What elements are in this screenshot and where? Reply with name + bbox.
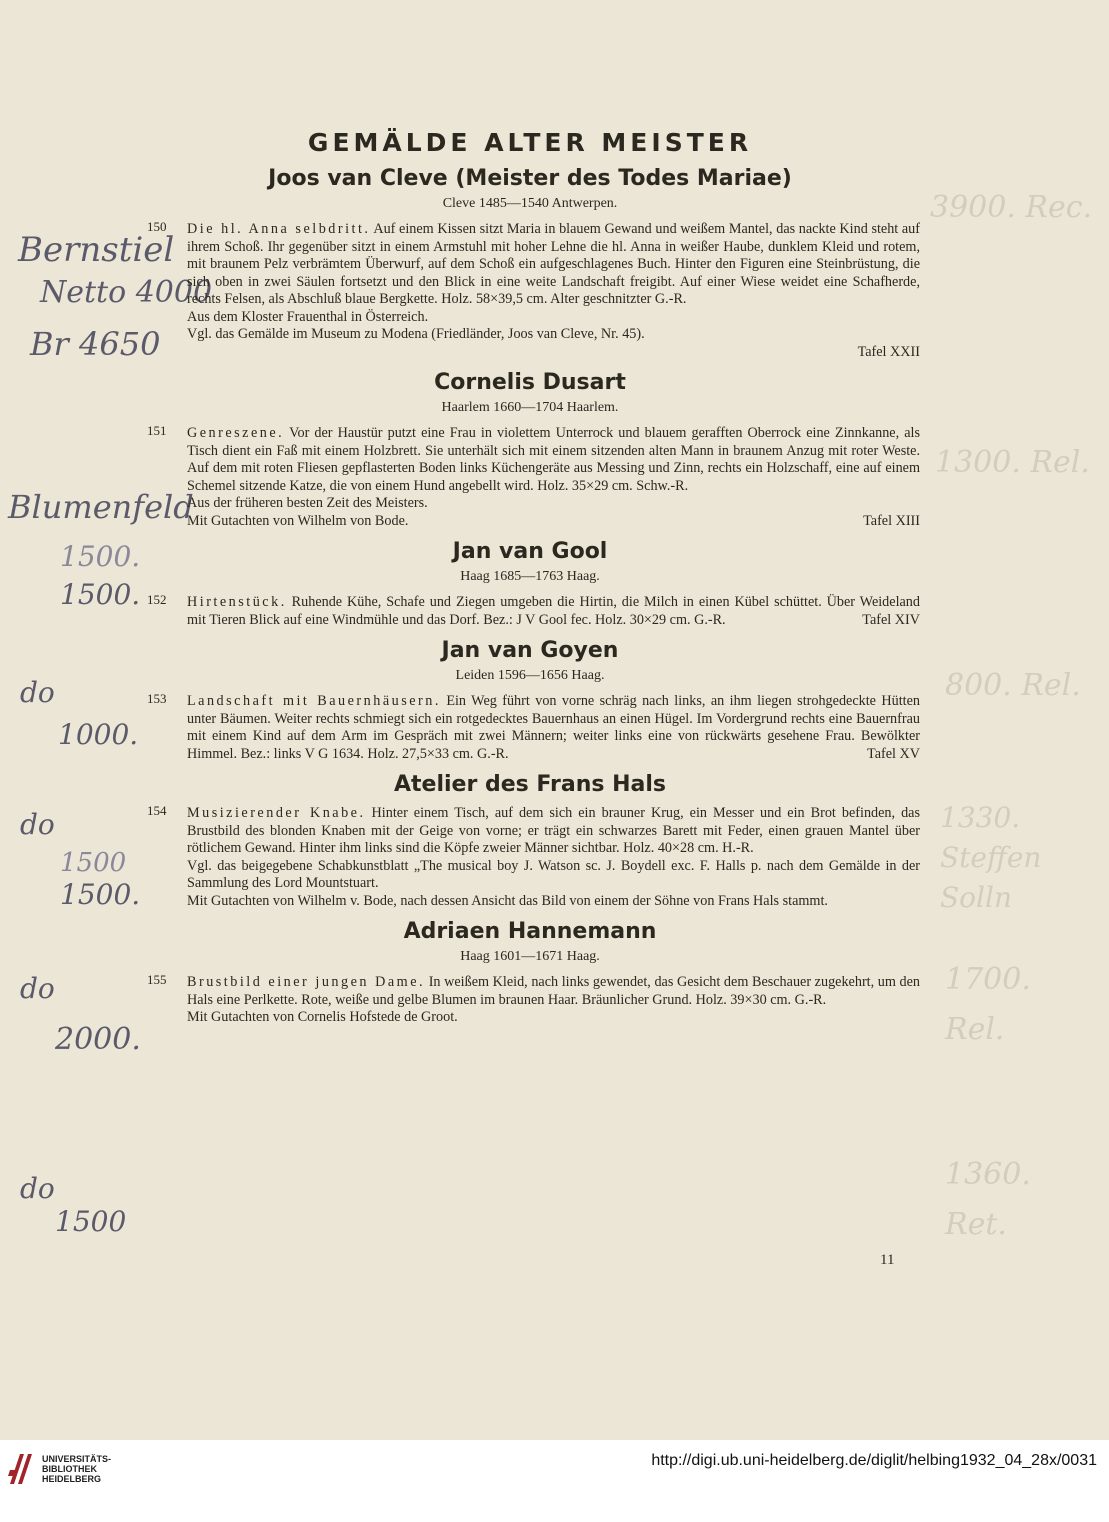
library-logo-icon	[8, 1452, 34, 1486]
lot-title: Landschaft mit Bauernhäusern.	[187, 693, 441, 709]
lot-entry	[140, 221, 920, 361]
artist-heading: Jan van Gool	[452, 539, 608, 564]
lot-note: Aus der früheren besten Zeit des Meisters.	[187, 495, 428, 511]
lot-number: 153	[147, 691, 167, 706]
lot-entry	[140, 594, 920, 629]
artist-heading: Adriaen Hannemann	[403, 919, 657, 944]
pencil-estimate-152: 800. Rel.	[945, 668, 1081, 703]
lot-entry	[140, 425, 920, 530]
handwritten-do-153: do	[20, 808, 55, 841]
handwritten-netto-150: Netto 4000	[40, 275, 213, 310]
lot-note: Mit Gutachten von Wilhelm v. Bode, nach dessen Ansicht das Bild von einem der Söhne von Frans Hals stammt.	[187, 892, 828, 909]
artist-dates: Leiden 1596—1656 Haag.	[455, 668, 605, 683]
lot-description	[187, 693, 920, 763]
artist-heading: Atelier des Frans Hals	[393, 772, 667, 797]
library-name-line: HEIDELBERG	[42, 1474, 102, 1484]
handwritten-buyer-150: Bernstiel	[18, 230, 175, 270]
page-number: 11	[880, 1252, 895, 1268]
handwritten-do-155: do	[20, 1172, 55, 1205]
lot-description	[187, 805, 920, 858]
lot-tafel: Tafel XXII	[857, 343, 920, 360]
pencil-estimate-153: 1330. Steffen Solln	[940, 801, 1042, 914]
library-name-line: BIBLIOTHEK	[42, 1464, 97, 1474]
artist-dates: Cleve 1485—1540 Antwerpen.	[442, 196, 618, 211]
lot-description	[187, 425, 920, 495]
lot-number: 155	[147, 972, 167, 987]
lot-text: Hinter einem Tisch, auf dem sich ein brauner Krug, ein Messer und ein Brot befinden, das Brustbild des blonden Knaben mit der Geige von vorne; er trägt ein schwarzes Barett mit Feder, einen grauen Mantel über rötlichem Gewand. Hinter ihm links sind die Köpfe zweier Männer sichtbar. Holz. 40×28 cm. H.-R.	[187, 805, 920, 856]
lot-note-text: Mit Gutachten von Wilhelm von Bode.	[187, 512, 409, 529]
lot-text: Ein Weg führt von vorne schräg nach links, an ihm liegen strohgedeckte Hütten unter Bäumen. Weiter rechts schmiegt sich ein rotgedecktes Bauernhaus an einen Hügel. Im Vordergrund rechts eine Bauernfrau mit einem Kind auf dem Arm im Gespräch mit zwei Männern; weiter links eine von rückwärts gesehene Frau. Bewölkter Himmel. Bez.: links V G 1634. Holz. 27,5×33 cm. G.-R.	[187, 693, 920, 762]
handwritten-price-153b: 1500.	[60, 878, 141, 911]
handwritten-do-154: do	[20, 972, 55, 1005]
lot-tafel: Tafel XV	[867, 745, 920, 762]
handwritten-br-150: Br 4650	[30, 325, 161, 363]
pencil-estimate-154: 1700. Rel.	[945, 962, 1031, 1047]
lot-description	[187, 974, 920, 1009]
catalog-text	[140, 128, 920, 1035]
lot-note: Vgl. das beigegebene Schabkunstblatt „The musical boy J. Watson sc. J. Boydell exc. F. Halls p. nach dem Gemälde in der Sammlung des Lord Mountstuart.	[187, 857, 920, 891]
lot-title: Brustbild einer jungen Dame.	[187, 974, 426, 990]
pencil-estimate-150: 3900. Rec.	[930, 190, 1093, 225]
lot-text: Auf einem Kissen sitzt Maria in blauem Gewand und weißem Mantel, das nackte Kind steht auf ihrem Schoß. Ihr gegenüber sitzt in einem Armstuhl mit hoher Lehne die hl. Anna in weißer Haube, dunklem Kleid und rotem, mit braunem Pelz verbrämtem Überwurf, auf dem Schoß ein aufgeschlagenes Buch. Hinter den Figuren eine Steinbrüstung, die sich oben in zwei Säulen fortsetzt und den Blick in eine weite Landschaft freigibt. Auf einer Wiese weidet eine Schafherde, rechts Felsen, als Abschluß blaue Bergkette. Holz. 58×39,5 cm. Alter geschnitzter G.-R.	[187, 221, 920, 307]
lot-number: 152	[147, 592, 167, 607]
lot-title: Musizierender Knabe.	[187, 805, 366, 821]
pencil-estimate-151: 1300. Rel.	[935, 445, 1090, 480]
lot-number: 150	[147, 219, 167, 234]
lot-note: Vgl. das Gemälde im Museum zu Modena (Friedländer, Joos van Cleve, Nr. 45).	[187, 326, 645, 342]
artist-heading: Cornelis Dusart	[434, 370, 626, 395]
lot-description	[187, 594, 920, 629]
artist-heading: Jan van Goyen	[441, 638, 619, 663]
handwritten-price-154: 2000.	[55, 1022, 141, 1057]
handwritten-price-151b: 1500.	[60, 578, 141, 611]
handwritten-do-152: do	[20, 676, 55, 709]
lot-note	[187, 513, 920, 531]
artist-dates: Haarlem 1660—1704 Haarlem.	[441, 400, 619, 415]
handwritten-price-152: 1000.	[58, 718, 139, 751]
page-title: GEMÄLDE ALTER MEISTER	[307, 128, 753, 157]
artist-heading: Joos van Cleve (Meister des Todes Mariae)	[268, 166, 792, 191]
handwritten-price-155: 1500	[55, 1205, 127, 1238]
handwritten-buyer-151: Blumenfeld	[8, 488, 194, 526]
artist-dates: Haag 1685—1763 Haag.	[460, 569, 600, 584]
lot-description	[187, 221, 920, 309]
lot-text: In weißem Kleid, nach links gewendet, das Gesicht dem Beschauer zugekehrt, um den Hals eine Perlkette. Rote, weiße und gelbe Blumen im braunen Haar. Bräunlicher Grund. Holz. 39×30 cm. G.-R.	[187, 974, 921, 1008]
lot-title: Genreszene.	[187, 425, 285, 441]
pencil-estimate-155: 1360. Ret.	[945, 1157, 1031, 1242]
lot-number: 151	[147, 423, 167, 438]
lot-note: Mit Gutachten von Cornelis Hofstede de Groot.	[187, 1009, 458, 1025]
library-name-line: UNIVERSITÄTS-	[42, 1454, 112, 1464]
lot-entry	[140, 805, 920, 910]
lot-entry	[140, 693, 920, 763]
library-logo[interactable]	[8, 1452, 111, 1486]
handwritten-price-151a: 1500.	[60, 540, 141, 573]
source-url-link[interactable]: http://digi.ub.uni-heidelberg.de/diglit/helbing1932_04_28x/0031	[651, 1452, 1097, 1469]
lot-entry	[140, 974, 920, 1027]
library-name	[42, 1454, 111, 1484]
lot-tafel: Tafel XIII	[863, 512, 920, 529]
lot-note: Aus dem Kloster Frauenthal in Österreich.	[187, 308, 429, 325]
lot-tafel: Tafel XIV	[862, 611, 920, 628]
lot-number: 154	[147, 803, 167, 818]
handwritten-price-153a: 1500	[60, 848, 127, 878]
lot-title: Hirtenstück.	[187, 594, 287, 610]
artist-dates: Haag 1601—1671 Haag.	[460, 949, 600, 964]
lot-title: Die hl. Anna selbdritt.	[187, 221, 371, 237]
lot-text: Ruhende Kühe, Schafe und Ziegen umgeben die Hirtin, die Milch in einen Kübel schüttet. Über Weideland mit Tieren Blick auf eine Windmühle und das Dorf. Bez.: J V Gool fec. Holz. 30×29 cm. G.-R.	[187, 594, 920, 628]
lot-text: Vor der Haustür putzt eine Frau in violettem Unterrock und blauem gerafften Oberrock eine Zinnkanne, als Tisch dient ein Faß mit einem Holzbrett. Sie unterhält sich mit einem sitzenden alten Mann in braunem Anzug mit roter Weste. Auf dem mit roten Fliesen gepflasterten Boden links Küchengeräte aus Messing und Zinn, rechts ein Holzschaff, eine auf einem Schemel sitzende Katze, die von einem Hund angebellt wird. Holz. 35×29 cm. Schw.-R.	[187, 425, 920, 494]
